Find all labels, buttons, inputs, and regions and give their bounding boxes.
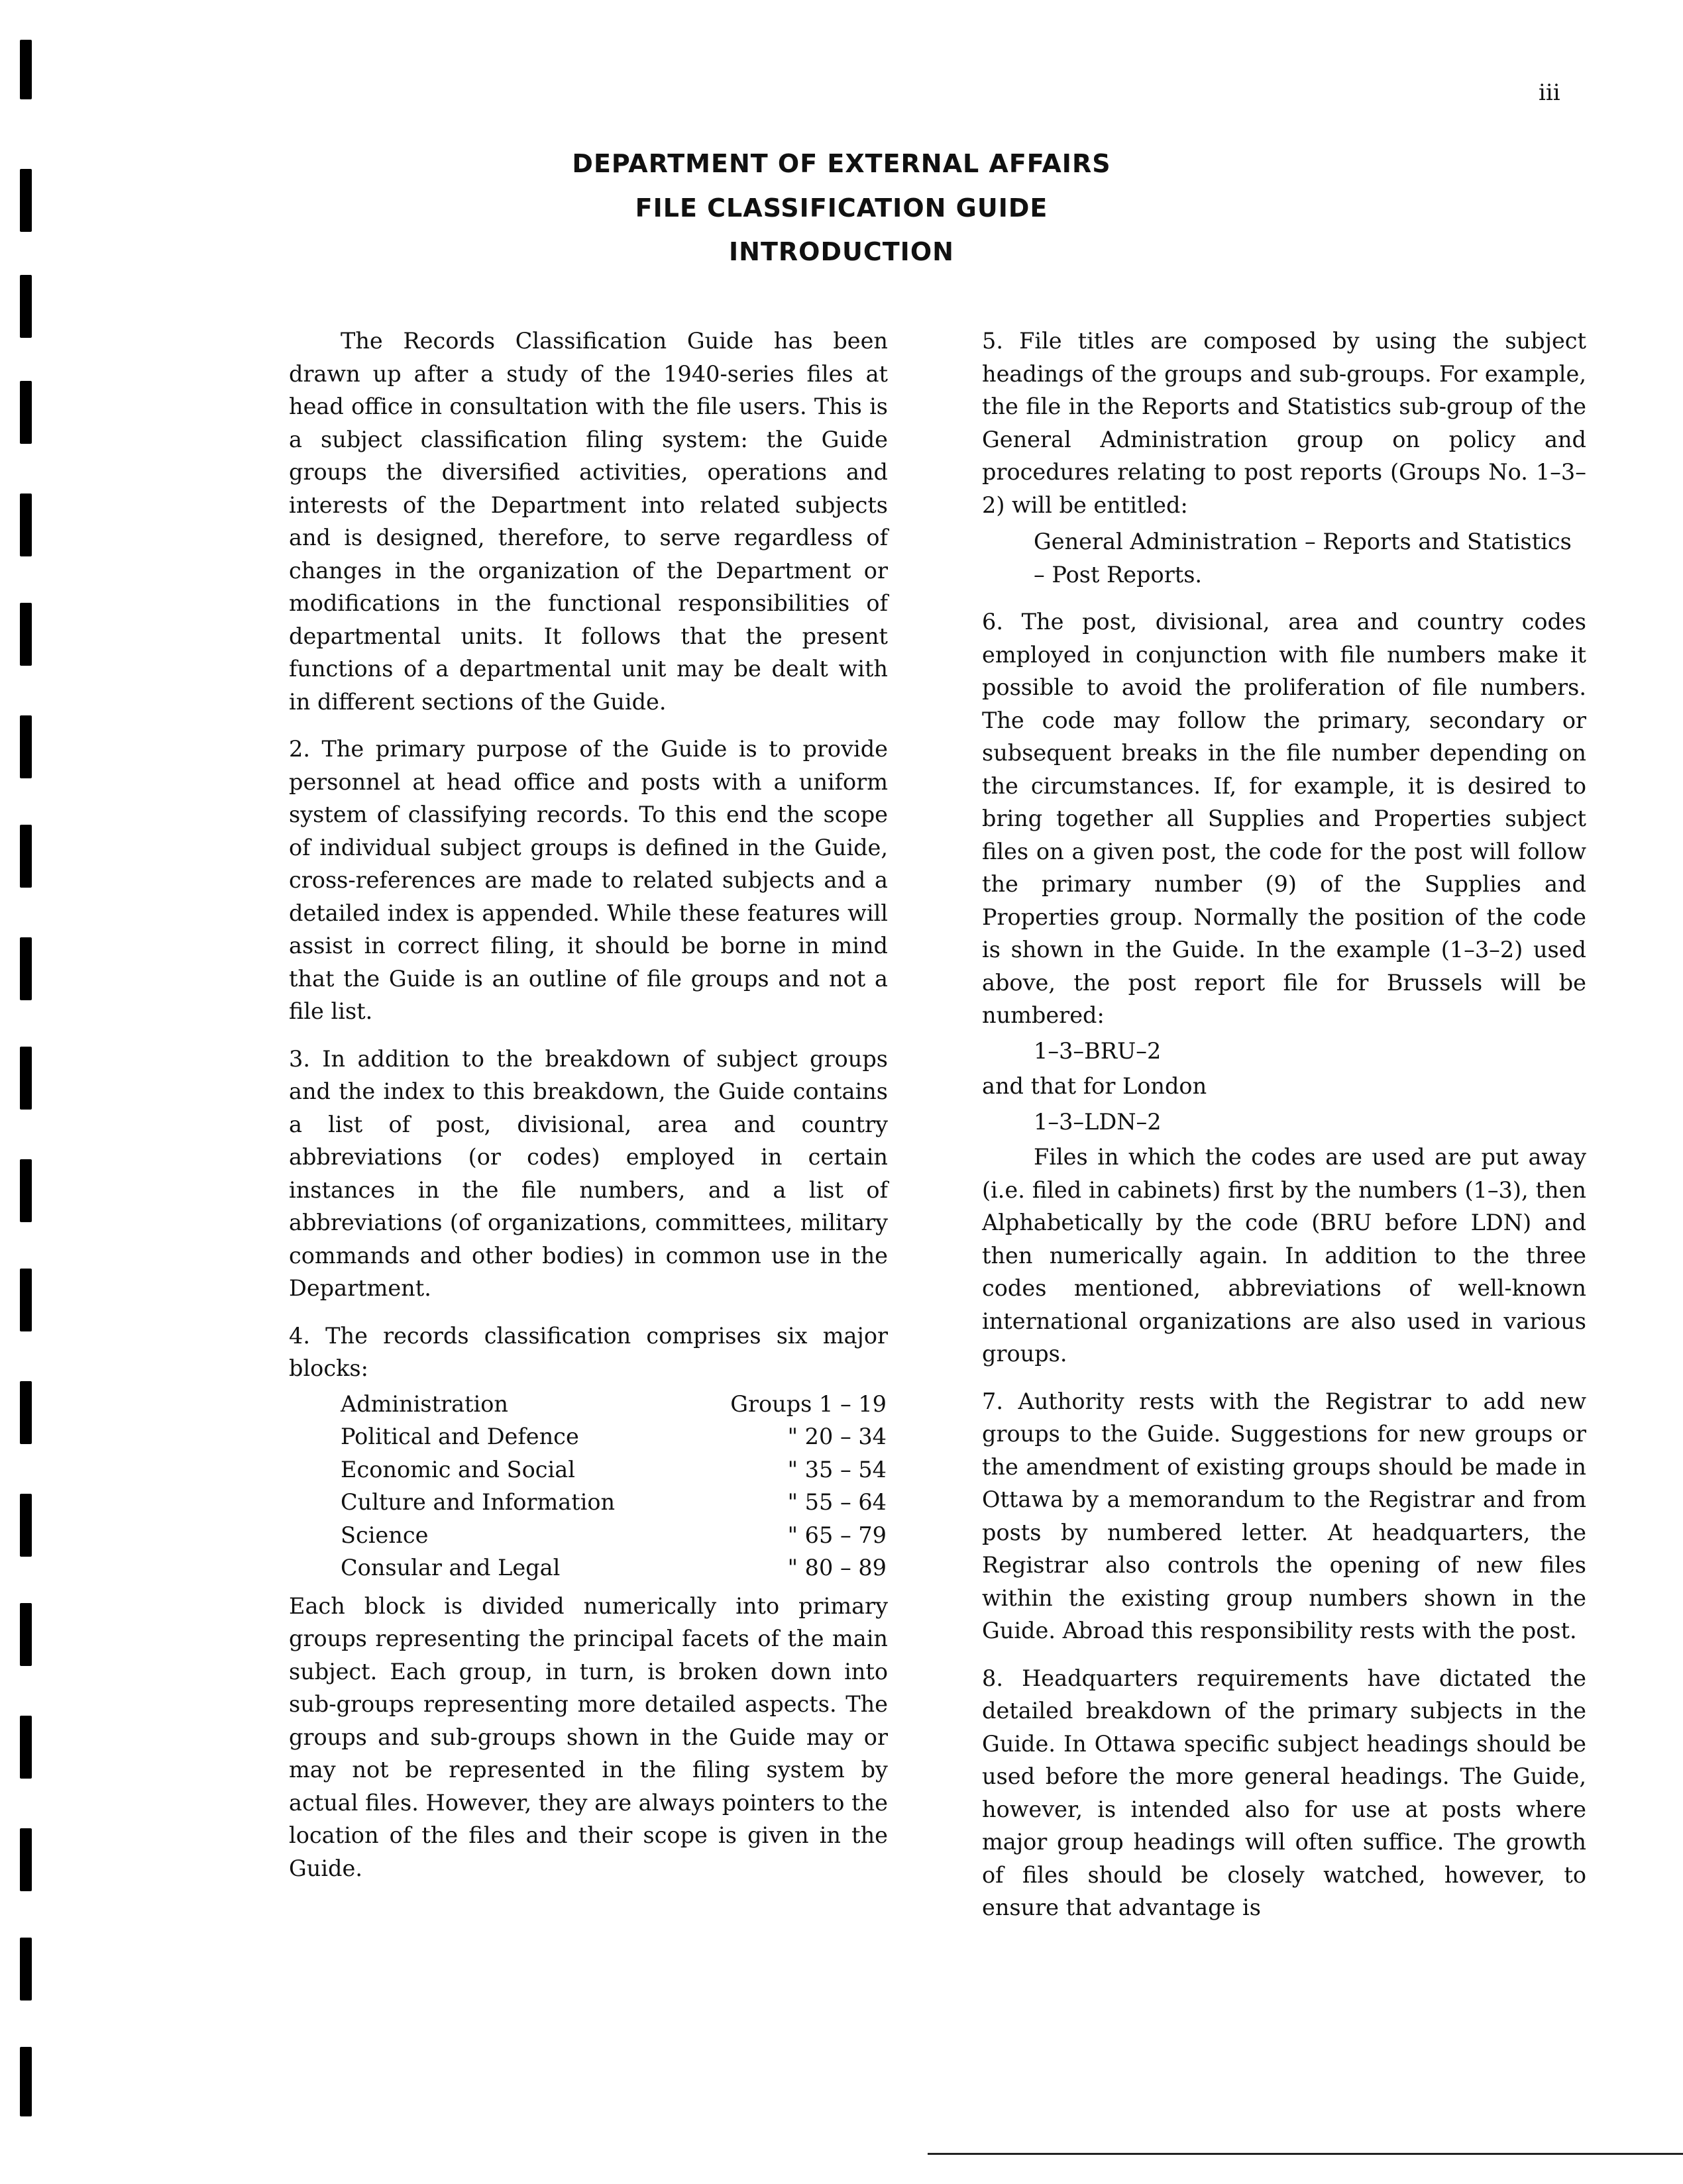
punch-mark <box>20 1716 32 1779</box>
paragraph-8: 8. Headquarters requirements have dictated the detailed breakdown of the primary subjects in the Guide. In Ottawa specific subject headings should be used before the more general headings. The Guide, however, is intended also for use at posts where major group headings will often suffice. The growth of files should be closely watched, however, to ensure that advantage is <box>982 1665 1586 1920</box>
block-name: Administration <box>341 1390 508 1417</box>
example-code-brussels: 1–3–BRU–2 <box>1034 1037 1162 1064</box>
punch-mark <box>20 40 32 99</box>
page-edge-line <box>928 2153 1683 2155</box>
paragraph-5: 5. File titles are composed by using the subject headings of the groups and sub-groups. For example, the file in the Reports and Statistics sub-group of the General Administration group on policy and procedures relating to post reports (Groups No. 1–3–2) will be entitled: <box>982 328 1586 518</box>
paragraph-1: The Records Classification Guide has been drawn up after a study of the 1940-series files at head office in consultation with the file users. This is a subject classification filing system: the Guide groups the diversified activities, operations and interests of the Department into related subjects and is designed, therefore, to serve regardless of changes in the organization of the Department or modifications in the functional responsibilities of departmental units. It follows that the present functions of a departmental unit may be dealt with in different sections of the Guide. <box>289 328 888 715</box>
block-row <box>341 1388 887 1421</box>
paragraph-3: 3. In addition to the breakdown of subject groups and the index to this breakdown, the Guide contains a list of post, divisional, area and country abbreviations (or codes) employed in certain instances in the file numbers, and a list of abbreviations (of organizations, committees, military commands and other bodies) in common use in the Department. <box>289 1045 888 1301</box>
paragraph-4: 4. The records classification comprises six major blocks: <box>289 1322 888 1381</box>
block-name: Culture and Information <box>341 1489 616 1515</box>
block-row <box>341 1486 887 1519</box>
punch-mark <box>20 1047 32 1110</box>
introduction-heading: INTRODUCTION <box>729 237 954 266</box>
block-name: Consular and Legal <box>341 1555 561 1581</box>
paragraph-6: 6. The post, divisional, area and country codes employed in conjunction with file numbers make it possible to avoid the proliferation of file numbers. The code may follow the primary, secondary or subsequent breaks in the file number depending on the circumstances. If, for example, it is desired to bring together all Supplies and Properties subject files on a given post, the code for the post will follow the primary number (9) of the Supplies and Properties group. Normally the position of the code is shown in the Guide. In the example (1–3–2) used above, the post report file for Brussels will be numbered: <box>982 609 1586 1028</box>
block-name: Economic and Social <box>341 1456 575 1482</box>
punch-mark <box>20 1494 32 1557</box>
punch-mark <box>20 1938 32 2001</box>
punch-mark <box>20 1381 32 1444</box>
block-groups: " 35 – 54 <box>787 1456 887 1482</box>
block-name: Political and Defence <box>341 1424 579 1449</box>
punch-mark <box>20 715 32 778</box>
department-heading: DEPARTMENT OF EXTERNAL AFFAIRS <box>572 149 1111 178</box>
paragraph-2: 2. The primary purpose of the Guide is to provide personnel at head office and posts with a uniform system of classifying records. To this end the scope of individual subject groups is defined in the Guide, cross-references are made to related subjects and a detailed index is appended. While these features will assist in correct filing, it should be borne in mind that the Guide is an outline of file groups and not a file list. <box>289 736 888 1024</box>
guide-heading: FILE CLASSIFICATION GUIDE <box>635 193 1048 223</box>
page-number: iii <box>1539 79 1560 106</box>
block-row <box>341 1551 887 1585</box>
example-title: General Administration – Reports and Statistics – Post Reports. <box>1034 529 1572 588</box>
major-blocks-table <box>341 1388 887 1585</box>
punch-mark <box>20 1828 32 1891</box>
block-name: Science <box>341 1522 429 1548</box>
punch-mark <box>20 937 32 1000</box>
block-groups: " 55 – 64 <box>787 1489 887 1515</box>
punch-mark <box>20 1603 32 1666</box>
block-groups: " 20 – 34 <box>787 1424 887 1449</box>
example-code-london: 1–3–LDN–2 <box>1034 1108 1162 1135</box>
punch-mark <box>20 381 32 444</box>
block-row <box>341 1420 887 1453</box>
punch-mark <box>20 603 32 666</box>
block-groups: " 65 – 79 <box>787 1522 887 1548</box>
paragraph-7: 7. Authority rests with the Registrar to add new groups to the Guide. Suggestions for new groups or the amendment of existing groups should be made in Ottawa by a memorandum to the Registrar and from posts by numbered letter. At headquarters, the Registrar also controls the opening of new files within the existing group numbers shown in the Guide. Abroad this responsibility rests with the post. <box>982 1388 1586 1643</box>
punch-mark <box>20 275 32 338</box>
right-column <box>982 325 1586 1939</box>
paragraph-6-continued: Files in which the codes are used are put away (i.e. filed in cabinets) first by the numbers (1–3), then Alphabetically by the code (BRU before LDN) and then numerically again. In addition to the three codes mentioned, abbreviations of well-known international organizations are also used in various groups. <box>982 1144 1586 1367</box>
london-intro: and that for London <box>982 1073 1207 1099</box>
punch-mark <box>20 2047 32 2116</box>
block-groups: Groups 1 – 19 <box>730 1390 887 1417</box>
left-column <box>289 325 888 1899</box>
paragraph-4-continued: Each block is divided numerically into primary groups representing the principal facets of the main subject. Each group, in turn, is broken down into sub-groups representing more detailed aspects. The groups and sub-groups shown in the Guide may or may not be represented in the filing system by actual files. However, they are always pointers to the location of the files and their scope is given in the Guide. <box>289 1592 888 1881</box>
punch-mark <box>20 825 32 888</box>
punch-mark <box>20 1269 32 1331</box>
block-groups: " 80 – 89 <box>787 1555 887 1581</box>
block-row <box>341 1453 887 1486</box>
block-row <box>341 1519 887 1552</box>
punch-mark <box>20 494 32 556</box>
punch-mark <box>20 1159 32 1222</box>
